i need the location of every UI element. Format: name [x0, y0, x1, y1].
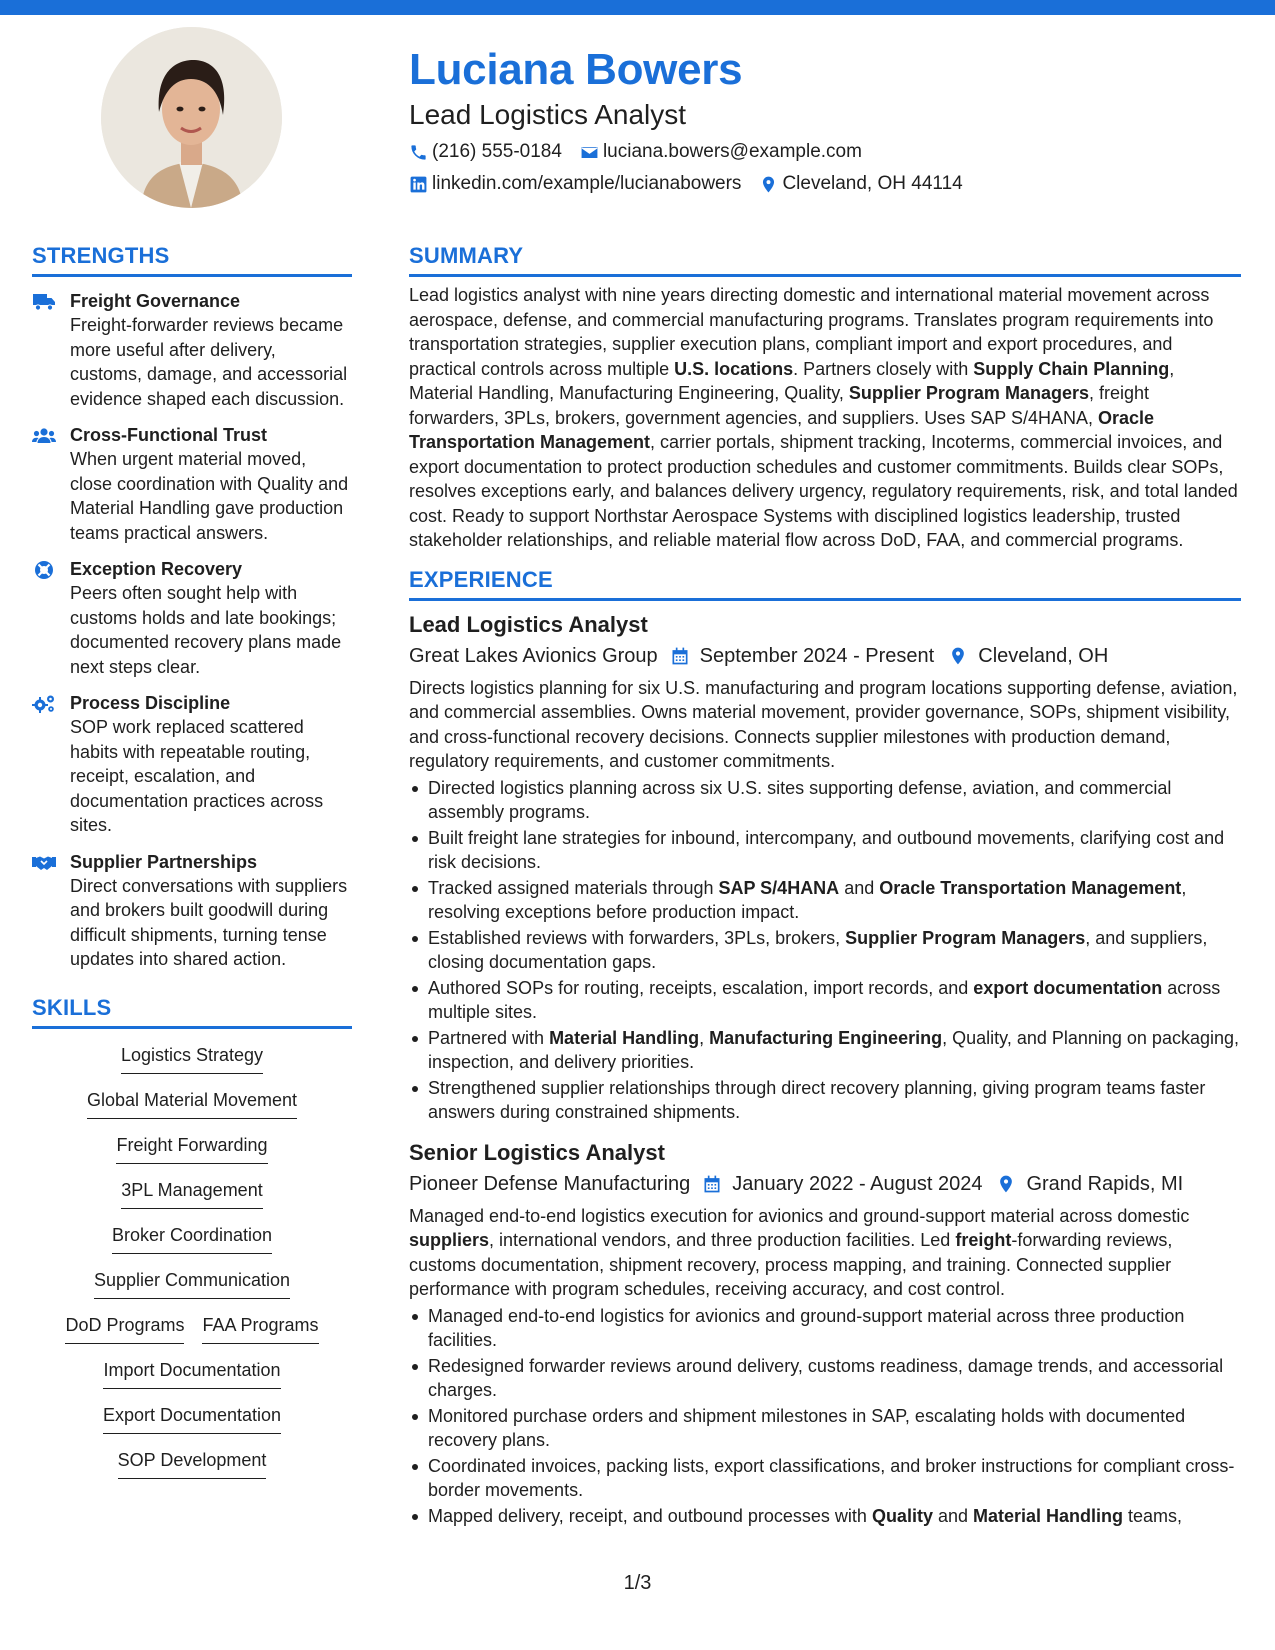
summary-text: Lead logistics analyst with nine years directing domestic and international material movement across aerospace, defense, and commercial manufacturing programs. Translates program requirements into transportation strategies, supplier execution plans, compliant import and export procedures, and practical controls across multiple U.S. locations. Partners closely with Supply Chain Planning, Material Handling, Manufacturing Engineering, Quality, Supplier Program Managers, freight forwarders, 3PLs, brokers, government agencies, and suppliers. Uses SAP S/4HANA, Oracle Transportation Management, carrier portals, shipment tracking, Incoterms, commercial invoices, and export documentation to protect production schedules and customer commitments. Builds clear SOPs, resolves exceptions early, and balances delivery urgency, regulatory requirements, risk, and total landed cost. Ready to support Northstar Aerospace Systems with disciplined logistics leadership, trusted stakeholder relationships, and reliable material flow across DoD, FAA, and commercial programs.: [409, 285, 1238, 550]
job-dates: January 2022 - August 2024: [732, 1172, 983, 1195]
strength-item: [32, 691, 352, 838]
map-pin-icon: [759, 175, 778, 194]
strength-title: Supplier Partnerships: [70, 851, 258, 872]
skill-tag: Logistics Strategy: [121, 1043, 263, 1074]
left-column: [32, 242, 352, 1493]
job-title: Lead Logistics Analyst: [409, 611, 648, 637]
map-pin-icon: [996, 1174, 1016, 1194]
profile-photo: [101, 27, 282, 208]
bullet-item: Authored SOPs for routing, receipts, escalation, import records, and export documentation across multiple sites.: [409, 976, 1241, 1025]
location-text: Cleveland, OH 44114: [782, 173, 963, 194]
job-entry: [409, 1139, 1241, 1529]
strength-desc: When urgent material moved, close coordination with Quality and Material Handling gave production teams practical answers.: [70, 449, 349, 543]
calendar-icon: [670, 646, 690, 666]
strength-title: Process Discipline: [70, 693, 231, 713]
users-icon: [32, 426, 56, 446]
strength-title: Exception Recovery: [70, 559, 243, 579]
bullet-item: Built freight lane strategies for inbound, intercompany, and outbound movements, clarifying cost and risk decisions.: [409, 826, 1241, 875]
strength-title: Freight Governance: [70, 291, 241, 311]
job-company: Pioneer Defense Manufacturing: [409, 1172, 691, 1195]
bullet-item: Partnered with Material Handling, Manufacturing Engineering, Quality, and Planning on packaging, inspection, and delivery priorities.: [409, 1026, 1241, 1075]
strength-item: [32, 423, 352, 545]
page-number: 1/3: [623, 1572, 652, 1594]
skill-tag: Supplier Communication: [94, 1268, 290, 1299]
skills-heading: SKILLS: [32, 994, 352, 1029]
skill-tag: Broker Coordination: [112, 1223, 272, 1254]
skill-tag: 3PL Management: [121, 1178, 262, 1209]
bullet-item: Coordinated invoices, packing lists, export classifications, and broker instructions for compliant cross-border movements.: [409, 1454, 1241, 1503]
job-entry: [409, 611, 1241, 1125]
strength-item: [32, 289, 352, 411]
linkedin-contact[interactable]: [409, 172, 741, 196]
skill-tag: Global Material Movement: [87, 1088, 297, 1119]
skill-tag: FAA Programs: [202, 1313, 318, 1344]
strength-desc: Direct conversations with suppliers and brokers built goodwill during difficult shipments, turning tense updates into shared action.: [70, 875, 348, 969]
job-description: Managed end-to-end logistics execution for avionics and ground-support material across domestic suppliers, international vendors, and three production facilities. Led freight-forwarding reviews, customs documentation, shipment recovery, process mapping, and training. Connected supplier performance with program schedules, receiving accuracy, and cost control.: [409, 1205, 1190, 1299]
email-contact[interactable]: [580, 140, 862, 164]
skill-tag: Export Documentation: [103, 1403, 281, 1434]
strength-item: [32, 557, 352, 679]
phone-icon: [409, 143, 428, 162]
phone-text: (216) 555-0184: [432, 141, 562, 162]
job-location: Grand Rapids, MI: [1026, 1172, 1184, 1195]
job-meta: [409, 643, 1241, 669]
skill-tag: DoD Programs: [65, 1313, 184, 1344]
phone-contact[interactable]: [409, 140, 562, 164]
right-column: [409, 242, 1241, 1528]
bullet-item: Redesigned forwarder reviews around delivery, customs readiness, damage trends, and accessorial charges.: [409, 1354, 1241, 1403]
job-meta: [409, 1171, 1241, 1197]
job-title: Senior Logistics Analyst: [409, 1139, 665, 1165]
skill-tag: Import Documentation: [103, 1358, 280, 1389]
map-pin-icon: [948, 646, 968, 666]
location-contact: [759, 172, 962, 196]
bullet-item: Directed logistics planning across six U.S. sites supporting defense, aviation, and commercial assembly programs.: [409, 776, 1241, 825]
strength-title: Cross-Functional Trust: [70, 425, 268, 445]
bullet-item: Mapped delivery, receipt, and outbound processes with Quality and Material Handling teams,: [409, 1504, 1241, 1529]
candidate-title: Lead Logistics Analyst: [409, 99, 687, 130]
job-bullets: [409, 776, 1241, 1125]
job-company: Great Lakes Avionics Group: [409, 644, 658, 667]
summary-heading: SUMMARY: [409, 242, 1241, 277]
email-text: luciana.bowers@example.com: [602, 141, 862, 162]
envelope-icon: [580, 143, 599, 162]
resume-header: [409, 42, 1229, 196]
handshake-icon: [32, 853, 56, 873]
job-dates: September 2024 - Present: [699, 644, 935, 667]
skill-tag: Freight Forwarding: [116, 1133, 267, 1164]
linkedin-icon: [409, 175, 428, 194]
experience-heading: EXPERIENCE: [409, 566, 1241, 601]
calendar-icon: [702, 1174, 722, 1194]
bullet-item: Monitored purchase orders and shipment milestones in SAP, escalating holds with documented recovery plans.: [409, 1404, 1241, 1453]
bullet-item: Strengthened supplier relationships through direct recovery planning, giving program teams faster answers during constrained shipments.: [409, 1076, 1241, 1125]
top-accent-bar: [0, 0, 1275, 15]
strength-desc: Peers often sought help with customs holds and late bookings; documented recovery plans made next steps clear.: [70, 583, 342, 677]
skill-tag: SOP Development: [118, 1448, 267, 1479]
contact-row-2: [409, 172, 1229, 196]
candidate-name: Luciana Bowers: [409, 45, 743, 94]
strengths-heading: STRENGTHS: [32, 242, 352, 277]
job-bullets: [409, 1304, 1241, 1529]
skills-list: [32, 1043, 352, 1493]
life-ring-icon: [32, 560, 56, 580]
bullet-item: Tracked assigned materials through SAP S/4HANA and Oracle Transportation Management, resolving exceptions before production impact.: [409, 876, 1241, 925]
contact-row-1: [409, 140, 1229, 164]
truck-icon: [32, 292, 56, 312]
strength-desc: SOP work replaced scattered habits with repeatable routing, receipt, escalation, and documentation practices across sites.: [70, 717, 324, 835]
bullet-item: Established reviews with forwarders, 3PLs, brokers, Supplier Program Managers, and suppliers, closing documentation gaps.: [409, 926, 1241, 975]
linkedin-text: linkedin.com/example/lucianabowers: [432, 173, 742, 194]
bullet-item: Managed end-to-end logistics for avionics and ground-support material across three production facilities.: [409, 1304, 1241, 1353]
job-description: Directs logistics planning for six U.S. manufacturing and program locations supporting defense, aviation, and commercial assemblies. Owns material movement, provider governance, SOPs, shipment visibility, and cross-functional recovery decisions. Connects supplier milestones with production demand, regulatory requirements, and customer commitments.: [409, 677, 1238, 771]
strength-desc: Freight-forwarder reviews became more useful after delivery, customs, damage, and accessorial evidence shaped each discussion.: [70, 315, 348, 409]
strength-item: [32, 850, 352, 972]
job-location: Cleveland, OH: [978, 644, 1109, 667]
gears-icon: [32, 694, 56, 714]
